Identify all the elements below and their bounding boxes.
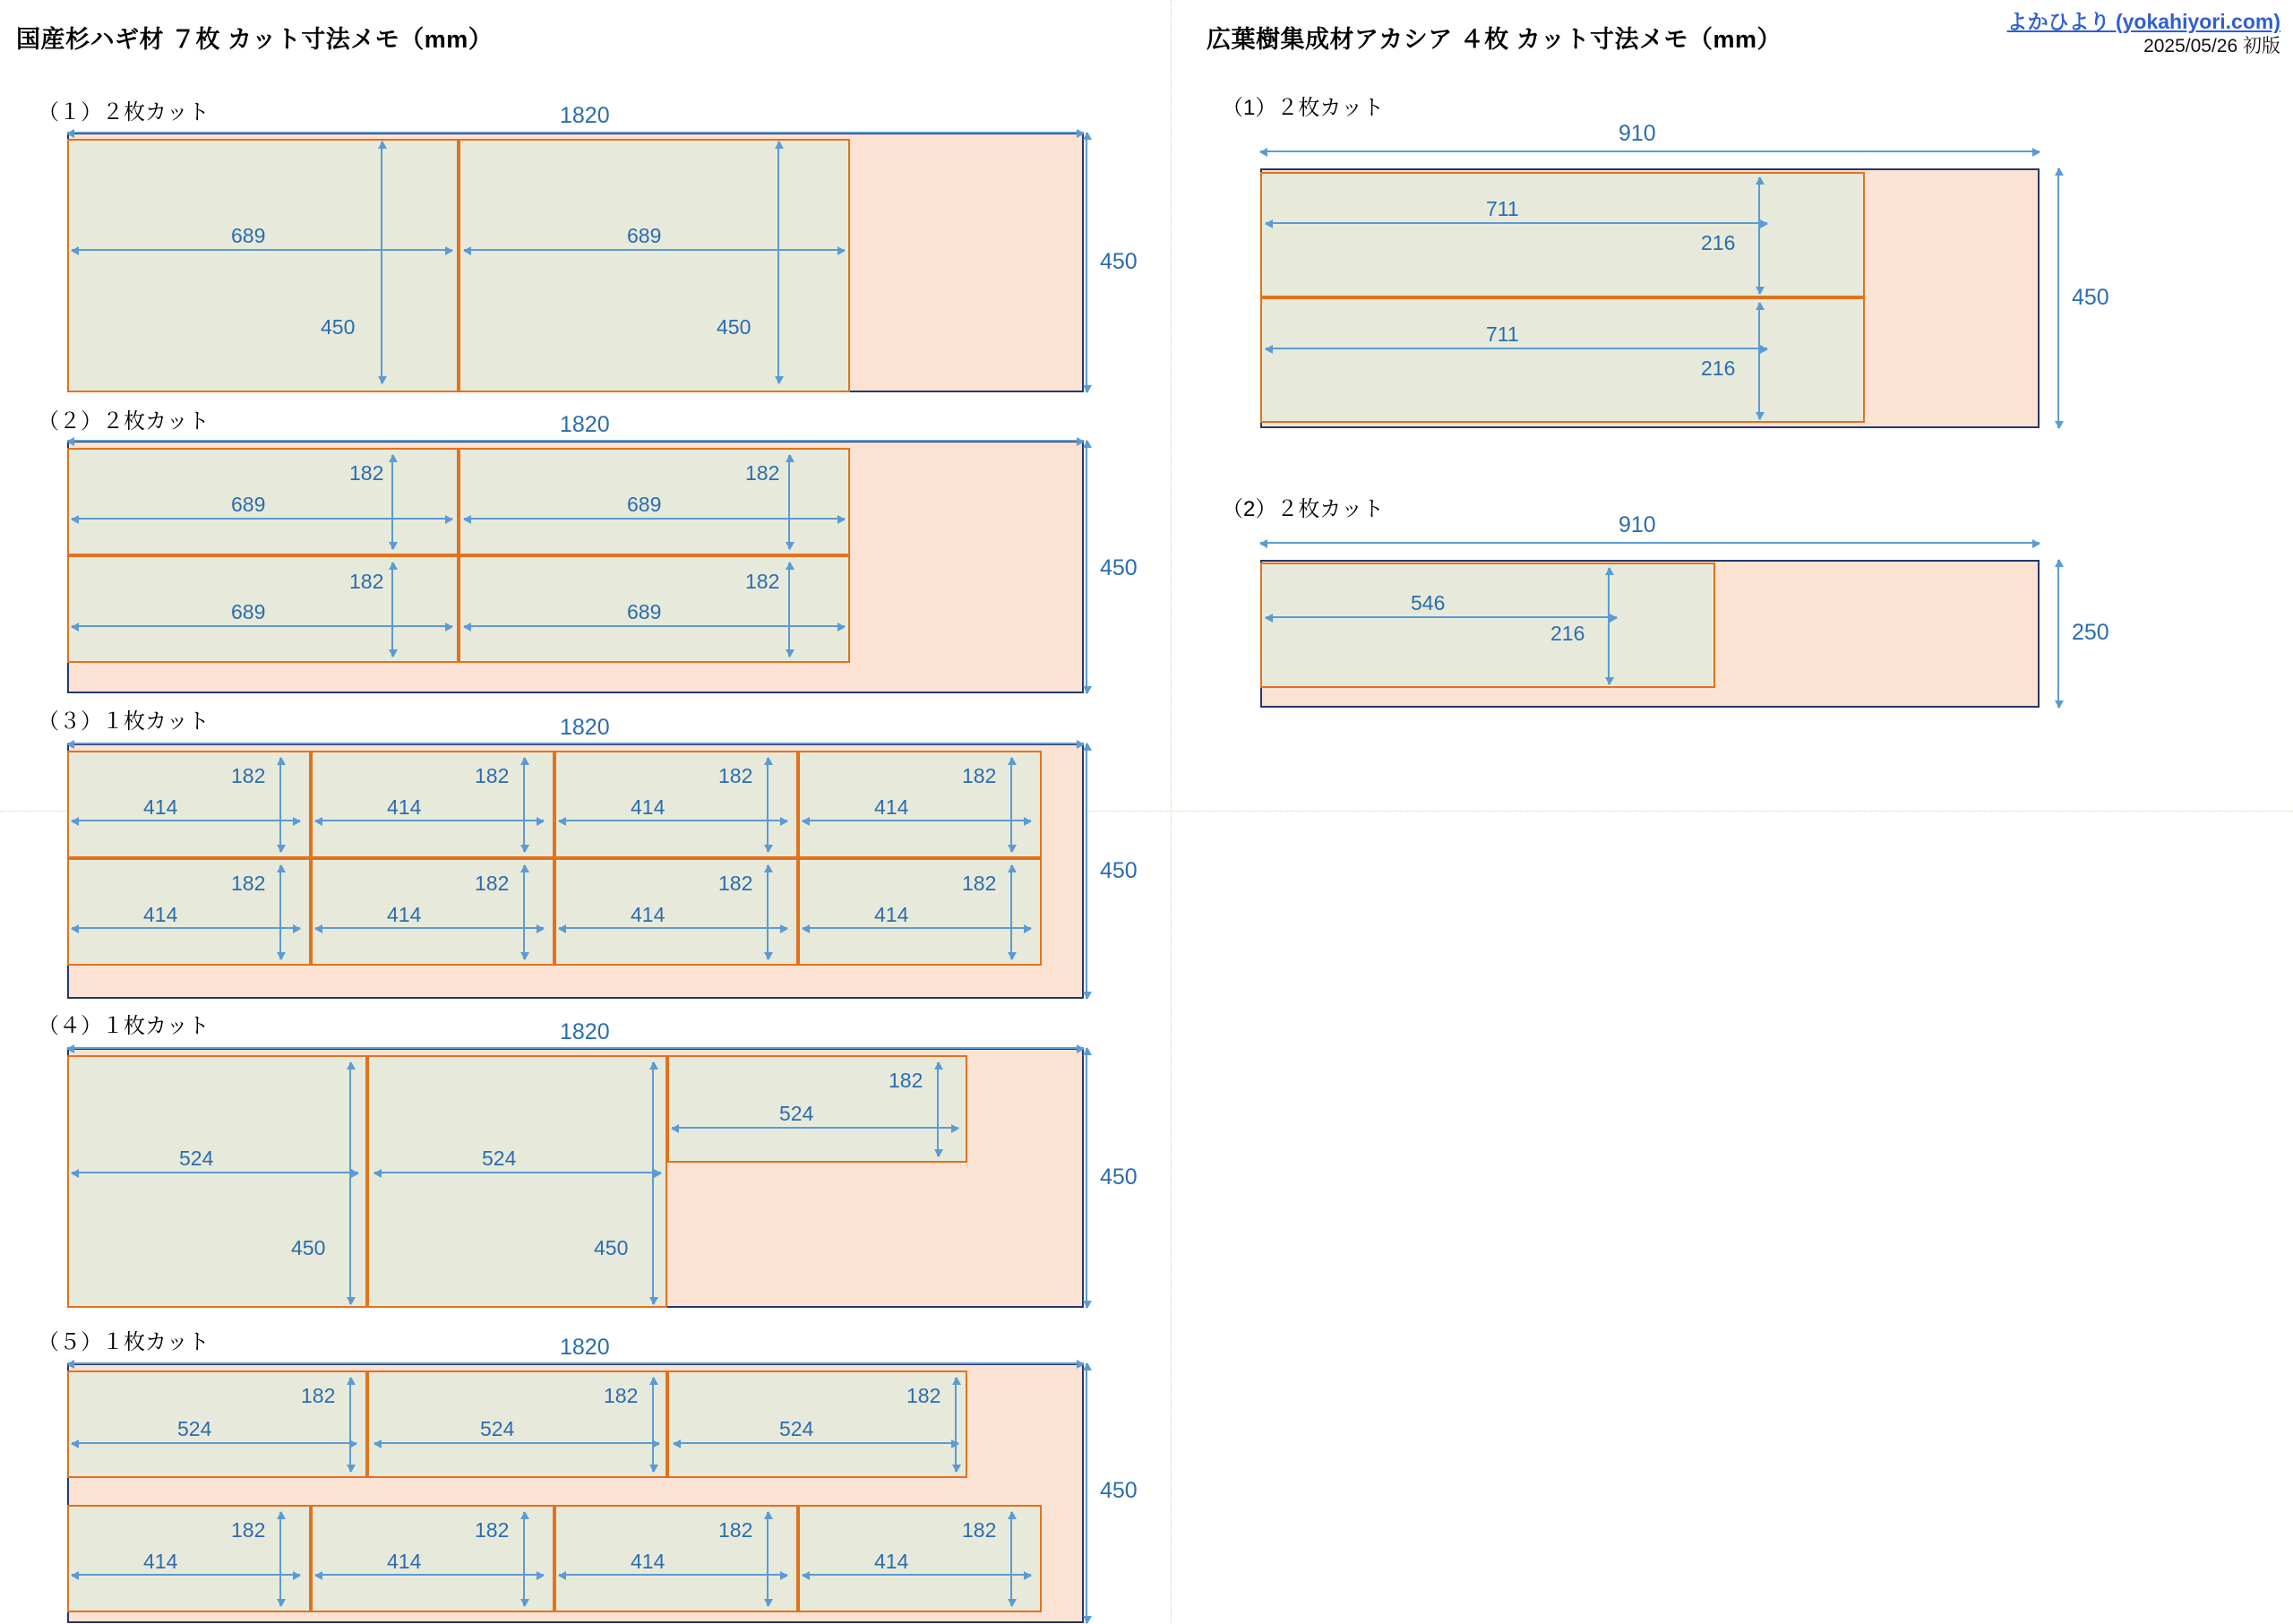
dim-l5-1: 524 [177, 1417, 212, 1440]
dim-r1-3: 216 [1701, 357, 1736, 380]
dim-arrow-l4-w2 [374, 1172, 661, 1173]
dim-arrow-l5-h1 [349, 1378, 351, 1472]
dim-l3-0: 182 [231, 764, 266, 787]
dim-arrow-r1-h1 [1758, 177, 1760, 294]
dim-l3-7: 414 [874, 795, 909, 819]
dim-l2-2: 182 [745, 461, 780, 485]
piece-l3-b3 [554, 858, 798, 966]
dim-l4-0: 524 [179, 1147, 214, 1170]
dim-l5-11: 414 [631, 1550, 666, 1573]
dim-arrow-l5-h7 [1010, 1512, 1012, 1606]
dim-l3-9: 414 [143, 903, 178, 926]
dim-arrow-l4-w [67, 1047, 1084, 1049]
dim-l1-board-h: 450 [1100, 249, 1138, 274]
dim-r1-1: 216 [1701, 231, 1736, 254]
dim-l5-8: 182 [475, 1518, 510, 1542]
dim-arrow-l5-w7 [803, 1574, 1031, 1576]
dim-arrow-l5-h [1086, 1363, 1087, 1623]
dim-arrow-l3-h2 [523, 758, 525, 852]
piece-l4-a [67, 1055, 367, 1308]
dim-l5-6: 182 [231, 1518, 266, 1542]
dim-arrow-l2-h1 [391, 455, 393, 549]
dim-arrow-l3-w [67, 743, 1084, 744]
piece-l4-b [367, 1055, 667, 1308]
dim-l4-4: 182 [889, 1069, 923, 1092]
dim-arrow-l3-h [1086, 743, 1087, 999]
dim-arrow-r2-w [1260, 542, 2040, 544]
dim-arrow-l3-h4 [1010, 758, 1012, 852]
dim-l3-5: 414 [631, 795, 666, 819]
dim-arrow-l2-w4 [464, 625, 845, 627]
dim-arrow-l5-h5 [523, 1512, 525, 1606]
dim-l2-0: 182 [349, 461, 384, 485]
dim-l3-board-h: 450 [1100, 858, 1138, 883]
dim-l2-board-h: 450 [1100, 555, 1138, 580]
dim-l5-9: 414 [387, 1550, 422, 1573]
dim-arrow-l5-h3 [955, 1378, 957, 1472]
dim-arrow-l3-w2 [315, 820, 544, 821]
section-label-r2: （2）２枚カット [1222, 497, 1385, 521]
dim-arrow-l3-w1 [72, 820, 300, 821]
dim-arrow-l1-w [67, 132, 1084, 133]
dim-l5-10: 182 [718, 1518, 753, 1542]
dim-r1-0: 711 [1486, 197, 1519, 220]
dim-l4-5: 524 [779, 1102, 814, 1125]
dim-arrow-r2-h [2057, 560, 2059, 708]
dim-arrow-l3-h3 [767, 758, 769, 852]
dim-arrow-l3-h8 [1010, 865, 1012, 959]
dim-arrow-r1-w1 [1266, 222, 1767, 224]
dim-arrow-l1-p2h [777, 142, 779, 383]
dim-arrow-l3-h6 [523, 865, 525, 959]
dim-arrow-r1-h2 [1758, 303, 1760, 419]
dim-arrow-r1-w [1260, 150, 2040, 152]
piece-r1-a [1260, 172, 1865, 297]
right-title: 広葉樹集成材アカシア ４枚 カット寸法メモ（mm） [1207, 26, 1782, 53]
revision-date: 2025/05/26 初版 [2143, 35, 2280, 56]
dim-l2-board-w: 1820 [560, 412, 610, 437]
dim-arrow-l2-w1 [72, 518, 452, 520]
dim-l5-3: 524 [480, 1417, 515, 1440]
dim-l2-4: 182 [349, 570, 384, 593]
dim-l2-6: 182 [745, 570, 780, 593]
dim-arrow-l5-h4 [279, 1512, 281, 1606]
dim-l5-board-h: 450 [1100, 1478, 1138, 1503]
dim-l5-7: 414 [143, 1550, 178, 1573]
section-label-l4: （４）１枚カット [38, 1014, 210, 1038]
dim-l1-board-w: 1820 [560, 103, 610, 128]
piece-l3-a3 [554, 751, 798, 858]
dim-arrow-l5-w1 [72, 1442, 356, 1444]
dim-arrow-l2-w3 [72, 625, 452, 627]
piece-l5-b3 [554, 1505, 798, 1612]
right-column [1171, 0, 2293, 1623]
dim-arrow-l4-h3 [937, 1062, 939, 1156]
dim-r2-board-h: 250 [2072, 620, 2109, 645]
dim-r2-0: 546 [1411, 591, 1446, 614]
dim-l3-13: 414 [631, 903, 666, 926]
dim-l3-10: 182 [475, 872, 510, 895]
piece-l1-b [459, 139, 850, 392]
dim-l5-2: 182 [604, 1384, 639, 1407]
piece-l1-a [67, 139, 459, 392]
dim-l3-1: 414 [143, 795, 178, 819]
dim-arrow-l5-h6 [767, 1512, 769, 1606]
dim-arrow-l2-w2 [464, 518, 845, 520]
dim-arrow-l2-w [67, 440, 1084, 442]
dim-arrow-l1-p1w [72, 249, 452, 251]
dim-l3-6: 182 [962, 764, 997, 787]
dim-arrow-l3-h1 [279, 758, 281, 852]
dim-arrow-r2-w1 [1266, 616, 1617, 618]
dim-arrow-l4-w1 [72, 1172, 358, 1173]
dim-r2-board-w: 910 [1619, 512, 1656, 537]
dim-arrow-l1-p1h [381, 142, 382, 383]
dim-arrow-l4-h [1086, 1048, 1087, 1308]
dim-l5-12: 182 [962, 1518, 997, 1542]
dim-arrow-r1-h [2057, 168, 2059, 428]
piece-l5-b4 [798, 1505, 1042, 1612]
section-label-l1: （１）２枚カット [38, 100, 210, 125]
dim-arrow-l2-h2 [788, 455, 790, 549]
dim-arrow-l5-w4 [72, 1574, 300, 1576]
dim-arrow-l3-w7 [559, 927, 787, 929]
dim-l4-board-w: 1820 [560, 1019, 610, 1044]
dim-l2-1: 689 [231, 493, 266, 516]
piece-l5-b2 [311, 1505, 554, 1612]
dim-arrow-l4-h1 [349, 1062, 351, 1304]
piece-l3-b4 [798, 858, 1042, 966]
dim-l2-7: 689 [627, 600, 662, 623]
dim-l2-5: 689 [231, 600, 266, 623]
dim-arrow-l1-h [1086, 133, 1087, 392]
dim-l3-14: 182 [962, 872, 997, 895]
dim-arrow-l3-w6 [315, 927, 544, 929]
piece-l3-b2 [311, 858, 554, 966]
piece-r2-a [1260, 563, 1715, 688]
dim-l5-4: 182 [906, 1384, 941, 1407]
dim-arrow-l5-w3 [674, 1442, 958, 1444]
dim-l3-3: 414 [387, 795, 422, 819]
dim-arrow-l2-h3 [391, 563, 393, 657]
dim-r2-1: 216 [1550, 622, 1585, 645]
dim-arrow-l5-w5 [315, 1574, 544, 1576]
dim-l5-board-w: 1820 [560, 1335, 610, 1360]
dim-l1-2: 689 [627, 224, 662, 247]
dim-l4-3: 450 [594, 1236, 629, 1259]
dim-arrow-l5-w [67, 1362, 1084, 1364]
dim-l3-8: 182 [231, 872, 266, 895]
dim-arrow-l3-w8 [803, 927, 1031, 929]
piece-l3-a2 [311, 751, 554, 858]
piece-l3-a1 [67, 751, 311, 858]
dim-arrow-r2-h1 [1608, 568, 1610, 684]
dim-l1-1: 450 [321, 315, 356, 339]
dim-l3-board-w: 1820 [560, 715, 610, 740]
dim-l3-15: 414 [874, 903, 909, 926]
dim-l3-12: 182 [718, 872, 753, 895]
dim-arrow-l4-w3 [672, 1127, 958, 1129]
left-title: 国産杉ハギ材 ７枚 カット寸法メモ（mm） [16, 26, 494, 53]
dim-r1-board-h: 450 [2072, 285, 2109, 310]
dim-l2-3: 689 [627, 493, 662, 516]
dim-arrow-l5-w6 [559, 1574, 787, 1576]
dim-l5-5: 524 [779, 1417, 814, 1440]
dim-l3-2: 182 [475, 764, 510, 787]
piece-r1-b [1260, 297, 1865, 423]
dim-l5-13: 414 [874, 1550, 909, 1573]
dim-arrow-r1-w2 [1266, 348, 1767, 349]
section-label-l5: （５）１枚カット [38, 1330, 210, 1354]
section-label-l2: （２）２枚カット [38, 409, 210, 434]
dim-l4-2: 524 [482, 1147, 517, 1170]
dim-arrow-l3-w5 [72, 927, 300, 929]
dim-l4-board-h: 450 [1100, 1164, 1138, 1190]
dim-l1-0: 689 [231, 224, 266, 247]
site-link[interactable]: よかひより (yokahiyori.com) [2006, 10, 2280, 33]
dim-l1-3: 450 [717, 315, 751, 339]
dim-l3-11: 414 [387, 903, 422, 926]
piece-l5-b1 [67, 1505, 311, 1612]
piece-l3-a4 [798, 751, 1042, 858]
piece-l3-b1 [67, 858, 311, 966]
dim-arrow-l3-w4 [803, 820, 1031, 821]
dim-arrow-l3-h7 [767, 865, 769, 959]
dim-arrow-l2-h4 [788, 563, 790, 657]
dim-l5-0: 182 [301, 1384, 336, 1407]
dim-arrow-l5-w2 [374, 1442, 659, 1444]
section-label-r1: （1）２枚カット [1222, 96, 1385, 120]
dim-r1-2: 711 [1486, 322, 1519, 346]
dim-l3-4: 182 [718, 764, 753, 787]
dim-r1-board-w: 910 [1619, 121, 1656, 146]
section-label-l3: （３）１枚カット [38, 709, 210, 734]
dim-arrow-l4-h2 [652, 1062, 654, 1304]
dim-l4-1: 450 [291, 1236, 326, 1259]
dim-arrow-l3-w3 [559, 820, 787, 821]
dim-arrow-l5-h2 [652, 1378, 654, 1472]
dim-arrow-l1-p2w [464, 249, 845, 251]
dim-arrow-l2-h [1086, 441, 1087, 693]
dim-arrow-l3-h5 [279, 865, 281, 959]
